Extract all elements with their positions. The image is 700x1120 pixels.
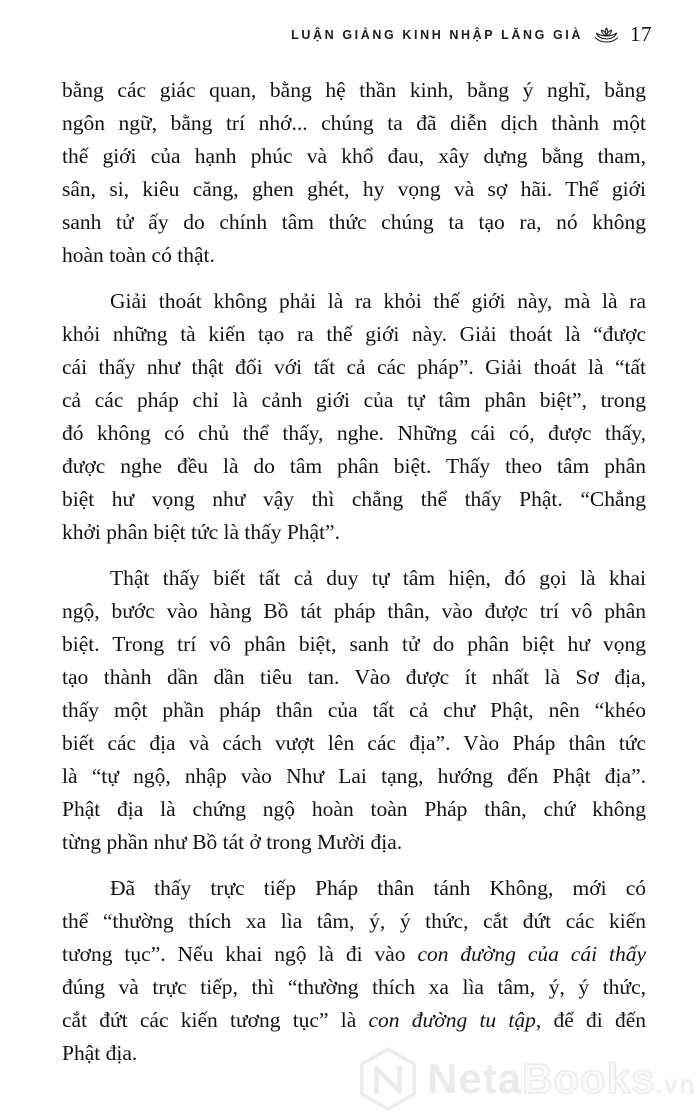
text-line bbox=[62, 74, 646, 107]
text-segment: tạo thành dần dần tiêu tan. Vào được ít nhất là Sơ địa, bbox=[62, 665, 646, 689]
text-line bbox=[62, 760, 646, 793]
text-segment: là “tự ngộ, nhập vào Như Lai tạng, hướng đến Phật địa”. bbox=[62, 764, 646, 788]
text-line bbox=[62, 1004, 646, 1037]
text-segment: đó không có chủ thể thấy, nghe. Những cái có, được thấy, bbox=[62, 421, 646, 445]
text-line bbox=[62, 351, 646, 384]
text-segment: khỏi những tà kiến tạo ra thế giới này. Giải thoát là “được bbox=[62, 322, 646, 346]
text-segment: biệt. Trong trí vô phân biệt, sanh tử do phân biệt hư vọng bbox=[62, 632, 646, 656]
paragraph bbox=[62, 74, 646, 272]
text-line bbox=[62, 206, 646, 239]
text-line bbox=[62, 628, 646, 661]
text-segment: Phật địa là chứng ngộ hoàn toàn Pháp thân, chứ không bbox=[62, 797, 646, 821]
netabooks-hexagon-n-icon bbox=[358, 1046, 418, 1112]
text-line bbox=[62, 450, 646, 483]
text-segment: biệt hư vọng như vậy thì chẳng thể thấy Phật. “Chẳng bbox=[62, 487, 646, 511]
text-segment: bằng các giác quan, bằng hệ thần kinh, bằng ý nghĩ, bằng bbox=[62, 78, 646, 102]
text-line bbox=[62, 661, 646, 694]
text-segment: sân, si, kiêu căng, ghen ghét, hy vọng và sợ hãi. Thế giới bbox=[62, 177, 646, 201]
text-line bbox=[62, 826, 646, 859]
header-title: LUẬN GIẢNG KINH NHẬP LĂNG GIÀ bbox=[291, 27, 583, 42]
watermark-brand-suffix: Books bbox=[522, 1055, 656, 1102]
text-line bbox=[62, 793, 646, 826]
page-header bbox=[0, 22, 652, 47]
text-segment: khởi phân biệt tức là thấy Phật”. bbox=[62, 520, 340, 544]
text-segment: ngôn ngữ, bằng trí nhớ... chúng ta đã diễn dịch thành một bbox=[62, 111, 646, 135]
text-line bbox=[62, 595, 646, 628]
text-line bbox=[62, 516, 646, 549]
paragraph bbox=[62, 285, 646, 549]
text-segment: từng phần như Bồ tát ở trong Mười địa. bbox=[62, 830, 403, 854]
text-line bbox=[62, 285, 646, 318]
text-segment: đúng và trực tiếp, thì “thường thích xa lìa tâm, ý, ý thức, bbox=[62, 975, 646, 999]
italic-text-segment: con đường của cái thấy bbox=[417, 942, 646, 966]
paragraph bbox=[62, 562, 646, 859]
watermark-domain: .vn bbox=[655, 1069, 696, 1099]
text-segment: sanh tử ấy do chính tâm thức chúng ta tạo ra, nó không bbox=[62, 210, 646, 234]
watermark bbox=[358, 1046, 696, 1112]
text-segment: , để đi đến bbox=[535, 1008, 646, 1032]
text-segment: cả các pháp chỉ là cảnh giới của tự tâm phân biệt”, trong bbox=[62, 388, 646, 412]
text-line bbox=[62, 905, 646, 938]
page-number: 17 bbox=[630, 22, 652, 46]
text-line bbox=[62, 417, 646, 450]
text-line bbox=[62, 173, 646, 206]
text-line bbox=[62, 140, 646, 173]
text-segment: Thật thấy biết tất cả duy tự tâm hiện, đó gọi là khai bbox=[110, 566, 646, 590]
text-line bbox=[62, 694, 646, 727]
text-segment: Phật địa. bbox=[62, 1041, 138, 1065]
text-segment: được nghe đều là do tâm phân biệt. Thấy theo tâm phân bbox=[62, 454, 646, 478]
lotus-icon bbox=[594, 27, 619, 43]
text-line bbox=[62, 483, 646, 516]
watermark-brand-prefix: Neta bbox=[427, 1055, 523, 1102]
text-segment: Đã thấy trực tiếp Pháp thân tánh Không, mới có bbox=[110, 876, 646, 900]
text-segment: ngộ, bước vào hàng Bồ tát pháp thân, vào được trí vô phân bbox=[62, 599, 646, 623]
paragraph bbox=[62, 872, 646, 1070]
page-body bbox=[62, 74, 646, 1070]
text-line bbox=[62, 971, 646, 1004]
text-segment: thể “thường thích xa lìa tâm, ý, ý thức, cắt đứt các kiến bbox=[62, 909, 646, 933]
text-line bbox=[62, 318, 646, 351]
text-segment: hoàn toàn có thật. bbox=[62, 243, 215, 267]
text-line bbox=[62, 727, 646, 760]
text-segment: thế giới của hạnh phúc và khổ đau, xây dựng bằng tham, bbox=[62, 144, 646, 168]
text-segment: cắt đứt các kiến tương tục” là bbox=[62, 1008, 369, 1032]
text-line bbox=[62, 872, 646, 905]
text-line bbox=[62, 239, 646, 272]
italic-text-segment: con đường tu tập bbox=[368, 1008, 536, 1032]
text-line bbox=[62, 107, 646, 140]
watermark-text bbox=[427, 1055, 696, 1102]
text-segment: tương tục”. Nếu khai ngộ là đi vào bbox=[62, 942, 418, 966]
text-segment: Giải thoát không phải là ra khỏi thế giới này, mà là ra bbox=[110, 289, 646, 313]
text-line bbox=[62, 938, 646, 971]
text-line bbox=[62, 384, 646, 417]
text-segment: cái thấy như thật đối với tất cả các pháp”. Giải thoát là “tất bbox=[62, 355, 646, 379]
text-segment: biết các địa và cách vượt lên các địa”. Vào Pháp thân tức bbox=[62, 731, 646, 755]
text-line bbox=[62, 562, 646, 595]
text-segment: thấy một phần pháp thân của tất cả chư Phật, nên “khéo bbox=[62, 698, 646, 722]
